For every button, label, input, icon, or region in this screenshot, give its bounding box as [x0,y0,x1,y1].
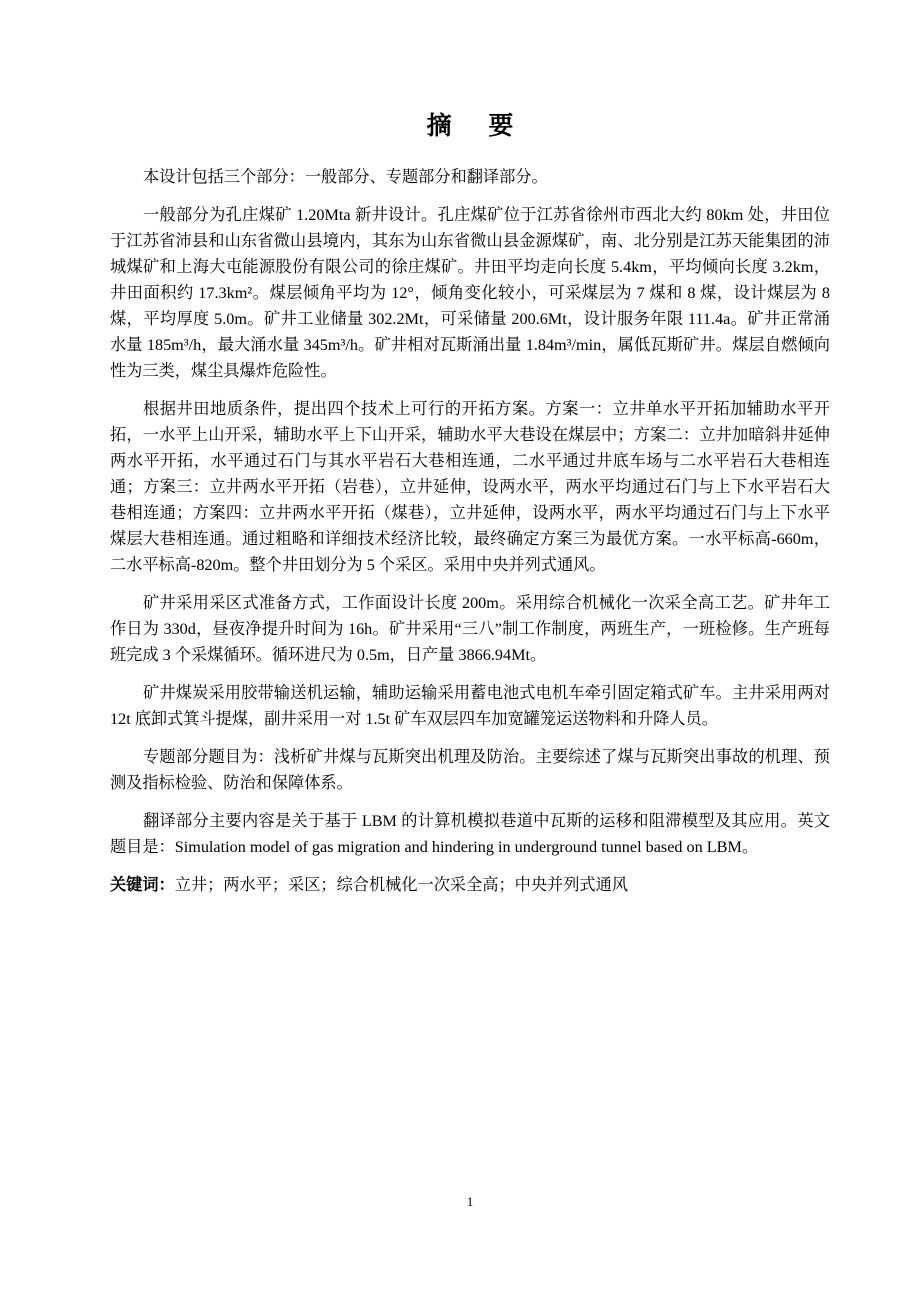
paragraph-special-topic: 专题部分题目为：浅析矿井煤与瓦斯突出机理及防治。主要综述了煤与瓦斯突出事故的机理、预测及指标检验、防治和保障体系。 [110,748,830,792]
abstract-title: 摘 要 [426,111,528,140]
paragraph-overview: 本设计包括三个部分：一般部分、专题部分和翻译部分。 [143,168,548,186]
keywords-label: 关键词： [110,875,175,894]
paragraph-development-schemes: 根据井田地质条件，提出四个技术上可行的开拓方案。方案一：立井单水平开拓加辅助水平开拓，一水平上山开采，辅助水平上下山开采，辅助水平大巷设在煤层中；方案二：立井加暗斜井延伸两水平开拓，水平通过石门与其水平岩石大巷相连通，二水平通过井底车场与二水平岩石大巷相连通；方案三：立井两水平开拓（岩巷），立井延伸，设两水平，两水平均通过石门与上下水平岩石大巷相连通；方案四：立井两水平开拓（煤巷），立井延伸，设两水平，两水平均通过石门与上下水平煤层大巷相连通。通过粗略和详细技术经济比较，最终确定方案三为最优方案。一水平标高-660m，二水平标高-820m。整个井田划分为 5 个采区。采用中央并列式通风。 [110,400,830,574]
keywords-line [110,872,830,898]
paragraph-mining-method: 矿井采用采区式准备方式，工作面设计长度 200m。采用综合机械化一次采全高工艺。矿井年工作日为 330d，昼夜净提升时间为 16h。矿井采用“三八”制工作制度，两班生产，一班检修。生产班每班完成 3 个采煤循环。循环进尺为 0.5m，日产量 3866.94Mt。 [110,594,830,664]
paragraph-general-part: 一般部分为孔庄煤矿 1.20Mta 新井设计。孔庄煤矿位于江苏省徐州市西北大约 80km 处，井田位于江苏省沛县和山东省微山县境内，其东为山东省微山县金源煤矿，南、北分别是江苏天能集团的沛城煤矿和上海大屯能源股份有限公司的徐庄煤矿。井田平均走向长度 5.4km，平均倾向长度 3.2km，井田面积约 17.3km²。煤层倾角平均为 12°，倾角变化较小，可采煤层为 7 煤和 8 煤，设计煤层为 8 煤，平均厚度 5.0m。矿井工业储量 302.2Mt，可采储量 200.6Mt，设计服务年限 111.4a。矿井正常涌水量 185m³/h，最大涌水量 345m³/h。矿井相对瓦斯涌出量 1.84m³/min，属低瓦斯矿井。煤层自燃倾向性为三类，煤尘具爆炸危险性。 [110,206,830,380]
page-number: 1 [466,1194,474,1209]
paragraph-translation: 翻译部分主要内容是关于基于 LBM 的计算机模拟巷道中瓦斯的运移和阻滞模型及其应用。英文题目是：Simulation model of gas migration and hindering in underground tunnel based on LBM。 [110,812,830,856]
abstract-body [110,164,830,898]
keywords-text: 立井；两水平；采区；综合机械化一次采全高；中央并列式通风 [174,876,628,894]
paragraph-transport: 矿井煤炭采用胶带输送机运输，辅助运输采用蓄电池式电机车牵引固定箱式矿车。主井采用两对 12t 底卸式箕斗提煤，副井采用一对 1.5t 矿车双层四车加宽罐笼运送物料和升降人员。 [110,684,830,728]
